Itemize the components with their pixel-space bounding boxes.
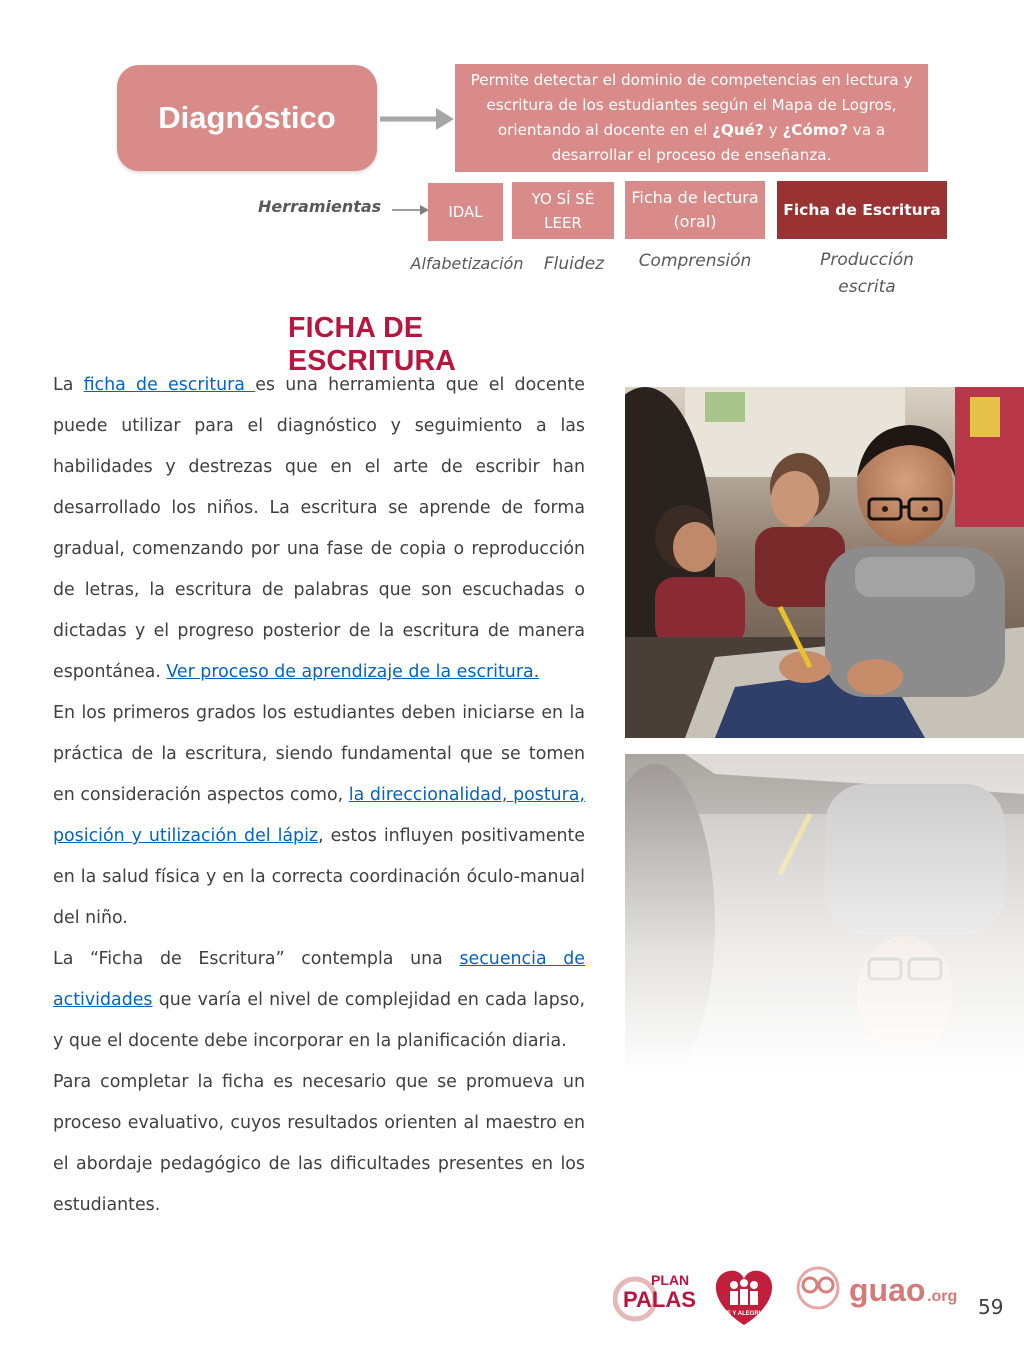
link-secuencia-actividades[interactable]: secuencia de actividades	[53, 949, 585, 1010]
description-text: va a desarrollar el proceso de enseñanza.	[551, 121, 886, 164]
plan-palas-logo	[615, 1272, 696, 1319]
herramientas-label: Herramientas	[258, 197, 382, 216]
body-text	[53, 365, 585, 1226]
link-proceso-aprendizaje[interactable]: Ver proceso de aprendizaje de la escritura.	[166, 662, 540, 682]
description-text: Permite detectar el dominio de competencias en lectura y escritura de los estudiantes según el Mapa de Logros, orientando al docente en el	[470, 71, 913, 139]
caption-produccion: Producción escrita	[820, 250, 914, 297]
tool-ficha-escritura	[777, 181, 947, 239]
tool-label: IDAL	[448, 203, 483, 221]
text-run: Para completar la ficha es necesario que se promueva un proceso evaluativo, cuyos resultados orienten al maestro en el abordaje pedagógico de las dificultades presentes en los estudiantes.	[53, 1072, 585, 1215]
tool-yo-si-se-leer	[512, 182, 614, 239]
arrow-right-icon	[378, 100, 458, 140]
link-ficha-escritura[interactable]: ficha de escritura	[83, 375, 256, 395]
svg-text:FE Y ALEGRIA: FE Y ALEGRIA	[723, 1311, 765, 1317]
paragraph-2	[53, 693, 585, 939]
text-run: La	[53, 375, 84, 395]
tool-label: Ficha de Escritura	[783, 201, 941, 219]
text-run: , estos influyen positivamente en la salud física y en la correcta coordinación óculo-manual del niño.	[53, 826, 585, 928]
svg-text:PLAN: PLAN	[651, 1272, 690, 1288]
svg-text:PALAS: PALAS	[623, 1287, 696, 1312]
caption-alfabetizacion: Alfabetización	[410, 254, 524, 273]
svg-text:.org: .org	[927, 1288, 958, 1305]
description-text: y	[763, 121, 783, 139]
diagnostico-label: Diagnóstico	[158, 100, 336, 135]
tool-label: YO SÍ SÉ LEER	[531, 189, 595, 232]
description-que: ¿Qué?	[712, 121, 764, 139]
page-title: FICHA DE ESCRITURA	[288, 312, 457, 377]
paragraph-4	[53, 1062, 585, 1226]
svg-text:guao: guao	[849, 1272, 926, 1308]
page-number: 59	[978, 1295, 1004, 1319]
description-como: ¿Cómo?	[782, 121, 848, 139]
logos-footer	[613, 1263, 963, 1337]
guao-logo	[798, 1268, 957, 1308]
tool-label: Ficha de lectura (oral)	[631, 188, 759, 231]
tool-idal	[428, 183, 503, 241]
diagnostico-box	[117, 65, 377, 171]
tool-ficha-lectura	[625, 181, 765, 239]
classroom-photo	[625, 387, 1024, 738]
paragraph-3	[53, 939, 585, 1062]
arrow-right-icon	[392, 202, 430, 218]
paragraph-1	[53, 365, 585, 693]
text-run: En los primeros grados los estudiantes deben iniciarse en la práctica de la escritura, siendo fundamental que se tomen en consideración aspectos como,	[53, 703, 585, 805]
text-run: La “Ficha de Escritura” contempla una	[53, 949, 460, 969]
diagnostico-description	[455, 64, 928, 172]
fe-y-alegria-logo	[716, 1271, 772, 1325]
link-direccionalidad[interactable]: la direccionalidad, postura, posición y utilización del lápiz	[53, 785, 585, 846]
text-run: que varía el nivel de complejidad en cada lapso, y que el docente debe incorporar en la planificación diaria.	[53, 990, 585, 1051]
photo-reflection	[625, 754, 1024, 1074]
caption-comprension: Comprensión	[638, 251, 752, 271]
text-run: es una herramienta que el docente puede utilizar para el diagnóstico y seguimiento a las habilidades y destrezas que en el arte de escribir han desarrollado los niños. La escritura se aprende de forma gradual, comenzando por una fase de copia o reproducción de letras, la escritura de palabras que son escuchadas o dictadas y el progreso posterior de la escritura de manera espontánea.	[53, 375, 586, 682]
caption-fluidez: Fluidez	[543, 254, 605, 274]
